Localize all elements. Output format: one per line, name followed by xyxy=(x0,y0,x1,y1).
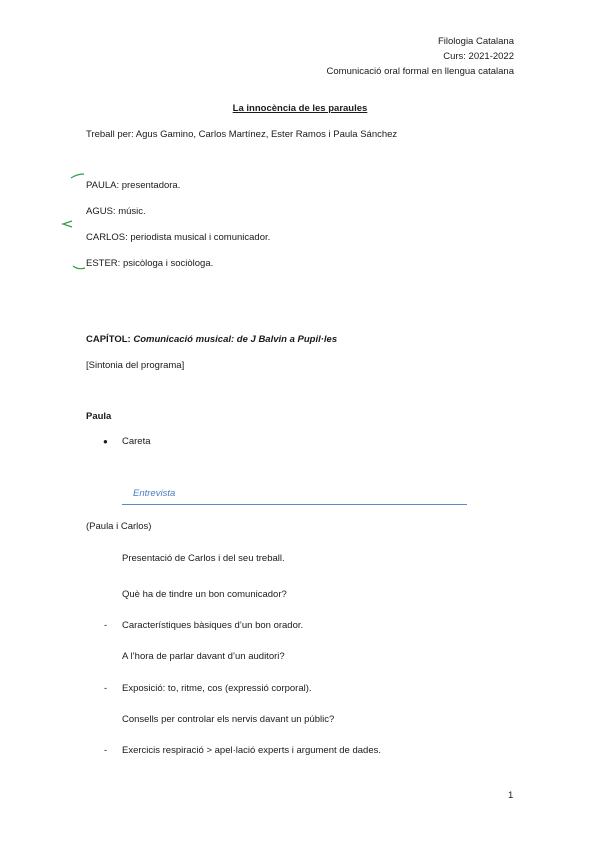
bullet-icon: ● xyxy=(103,437,108,446)
document-title: La innocència de les paraules xyxy=(232,103,368,114)
list-item: Característiques bàsiques d’un bon orador. xyxy=(122,620,304,631)
list-item: Exercicis respiració > apel·lació experts i argument de dades. xyxy=(122,745,382,756)
header-line-3: Comunicació oral formal en llengua catalana xyxy=(326,66,514,77)
sintonia-note: [Sintonia del programa] xyxy=(86,360,185,371)
chapter-name: Comunicació musical: de J Balvin a Pupil·les xyxy=(133,334,338,345)
list-item: Què ha de tindre un bon comunicador? xyxy=(122,589,287,600)
handwritten-mark-icon xyxy=(60,219,76,229)
participants-line: (Paula i Carlos) xyxy=(86,521,152,532)
section-heading-entrevista: Entrevista xyxy=(133,488,176,499)
header-line-2: Curs: 2021-2022 xyxy=(443,51,514,62)
role-ester: ESTER: psicòloga i sociòloga. xyxy=(86,258,214,269)
handwritten-mark-icon xyxy=(70,172,86,180)
bullet-text: Careta xyxy=(122,436,151,447)
list-item: Presentació de Carlos i del seu treball. xyxy=(122,553,285,564)
list-item: A l’hora de parlar davant d’un auditori? xyxy=(122,651,285,662)
chapter-line xyxy=(86,334,337,346)
list-dash: - xyxy=(104,683,108,694)
authors-line: Treball per: Agus Gamino, Carlos Martínez, Ester Ramos i Paula Sánchez xyxy=(86,129,398,140)
speaker-name: Paula xyxy=(86,411,112,422)
role-agus: AGUS: músic. xyxy=(86,206,146,217)
list-dash: - xyxy=(104,620,108,631)
chapter-label: CAPÍTOL: xyxy=(86,334,131,345)
section-heading-rule xyxy=(122,504,467,505)
role-paula: PAULA: presentadora. xyxy=(86,180,181,191)
header-line-1: Filologia Catalana xyxy=(437,36,514,47)
role-carlos: CARLOS: periodista musical i comunicador. xyxy=(86,232,271,243)
list-dash: - xyxy=(104,745,108,756)
list-item: Consells per controlar els nervis davant un públic? xyxy=(122,714,335,725)
list-item: Exposició: to, ritme, cos (expressió corporal). xyxy=(122,683,312,694)
page-number: 1 xyxy=(508,790,514,801)
